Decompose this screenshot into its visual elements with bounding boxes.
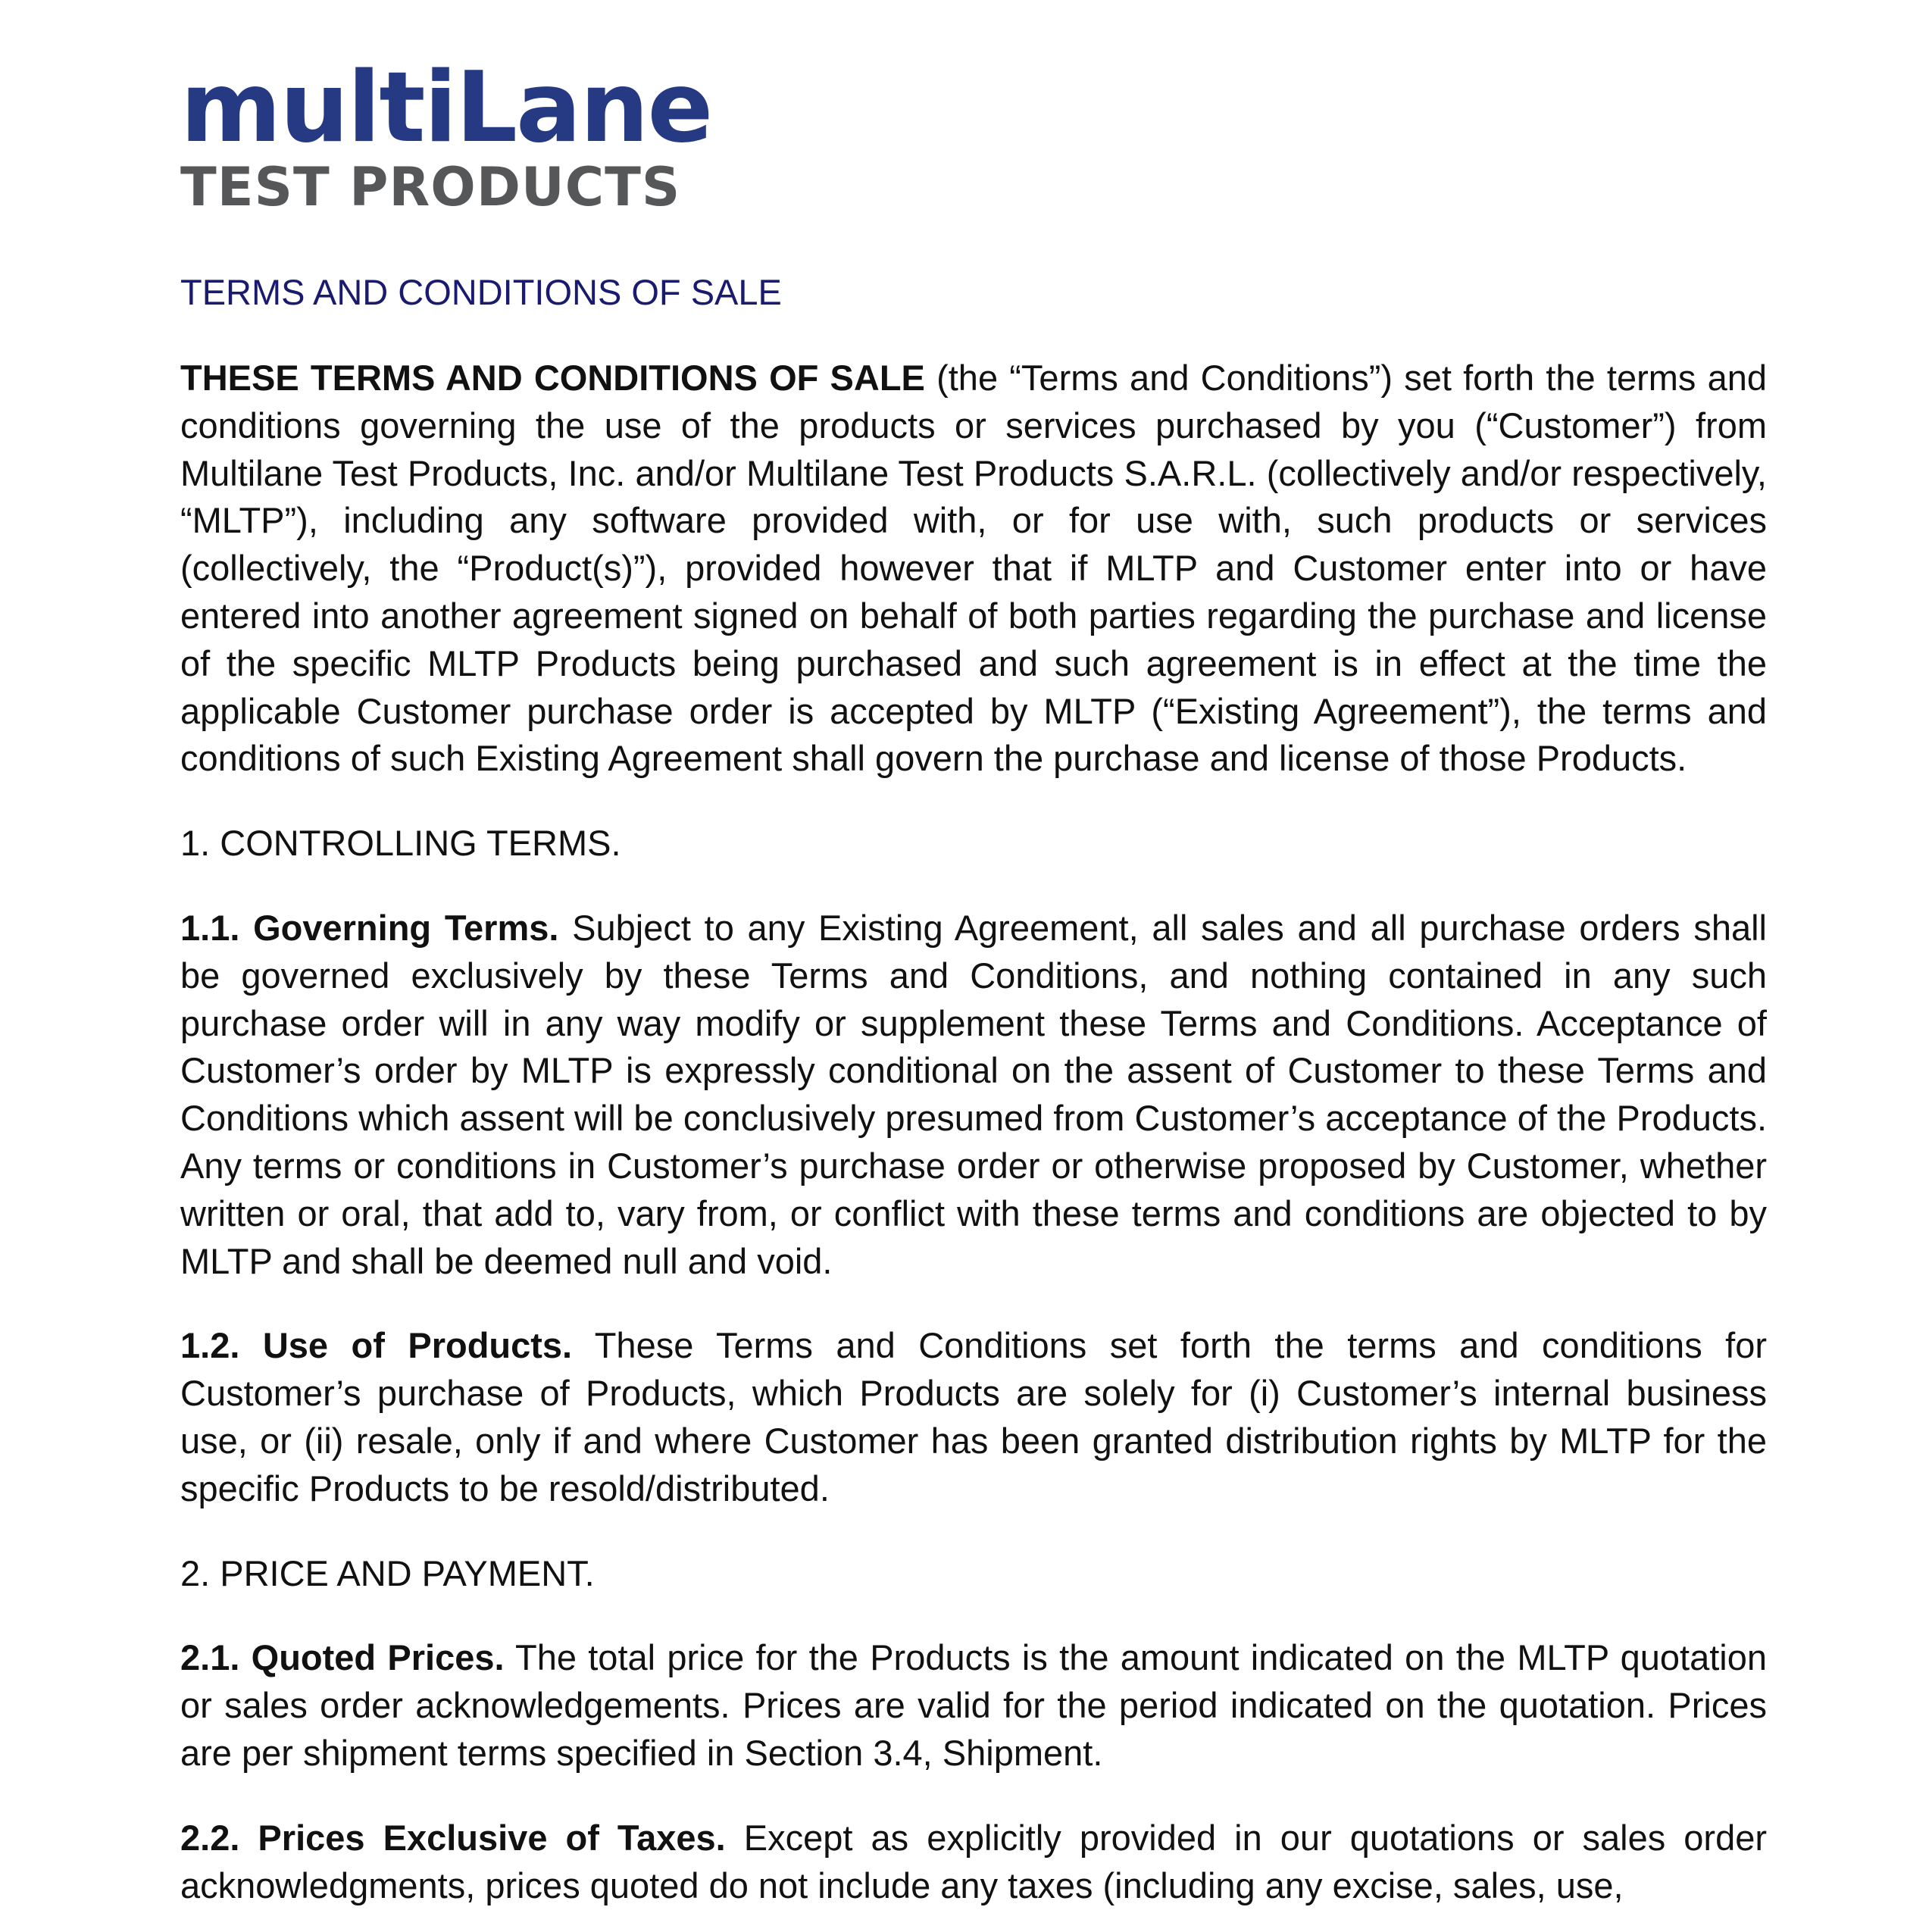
document-body (180, 355, 1767, 1932)
intro-text: (the “Terms and Conditions”) set forth the terms and conditions governing the use of the products or services purchased by you (“Customer”) from Multilane Test Products, Inc. and/or Multilane Test Products S.A.R.L. (collectively and/or respectively, “MLTP”), including any software provided with, or for use with, such products or services (collectively, the “Product(s)”), provided however that if MLTP and Customer enter into or have entered into another agreement signed on behalf of both parties regarding the purchase and license of the specific MLTP Products being purchased and such agreement is in effect at the time the applicable Customer purchase order is accepted by MLTP (“Existing Agreement”), the terms and conditions of such Existing Agreement shall govern the purchase and license of those Products. (180, 358, 1767, 779)
clause-1-2 (180, 1322, 1767, 1512)
company-logo (180, 52, 712, 218)
clause-2-1-text: The total price for the Products is the amount indicated on the MLTP quotation or sales order acknowledgements. Prices are valid for the period indicated on the quotation. Prices are per shipment terms specified in Section 3.4, Shipment. (180, 1637, 1767, 1773)
clause-1-1-lead: 1.1. Governing Terms. (180, 907, 559, 948)
clause-2-2-lead: 2.2. Prices Exclusive of Taxes. (180, 1817, 726, 1858)
clause-1-1 (180, 905, 1767, 1285)
clause-2-2 (180, 1815, 1767, 1910)
document-title: TERMS AND CONDITIONS OF SALE (180, 272, 782, 312)
intro-lead: THESE TERMS AND CONDITIONS OF SALE (180, 358, 925, 398)
clause-2-1 (180, 1634, 1767, 1777)
logo-wordmark: multiLane (180, 52, 712, 164)
section-heading-1: 1. CONTROLLING TERMS. (180, 823, 621, 864)
clause-1-2-lead: 1.2. Use of Products. (180, 1325, 573, 1366)
section-heading-2: 2. PRICE AND PAYMENT. (180, 1552, 595, 1593)
clause-2-1-lead: 2.1. Quoted Prices. (180, 1637, 505, 1678)
clause-1-1-text: Subject to any Existing Agreement, all sales and all purchase orders shall be governed exclusively by these Terms and Conditions, and nothing contained in any such purchase order will in any way modify or supplement these Terms and Conditions. Acceptance of Customer’s order by MLTP is expressly conditional on the assent of Customer to these Terms and Conditions which assent will be conclusively presumed from Customer’s acceptance of the Products. Any terms or conditions in Customer’s purchase order or otherwise proposed by Customer, whether written or oral, that add to, vary from, or conflict with these terms and conditions are objected to by MLTP and shall be deemed null and void. (180, 907, 1767, 1281)
clause-1-2-text: These Terms and Conditions set forth the terms and conditions for Customer’s purchase of Products, which Products are solely for (i) Customer’s internal business use, or (ii) resale, only if and where Customer has been granted distribution rights by MLTP for the specific Products to be resold/distributed. (180, 1325, 1767, 1508)
clause-2-2-text: Except as explicitly provided in our quotations or sales order acknowledgments, prices quoted do not include any taxes (including any excise, sales, use, (180, 1817, 1768, 1905)
intro-paragraph (180, 355, 1767, 783)
logo-subtitle: TEST PRODUCTS (180, 156, 681, 218)
